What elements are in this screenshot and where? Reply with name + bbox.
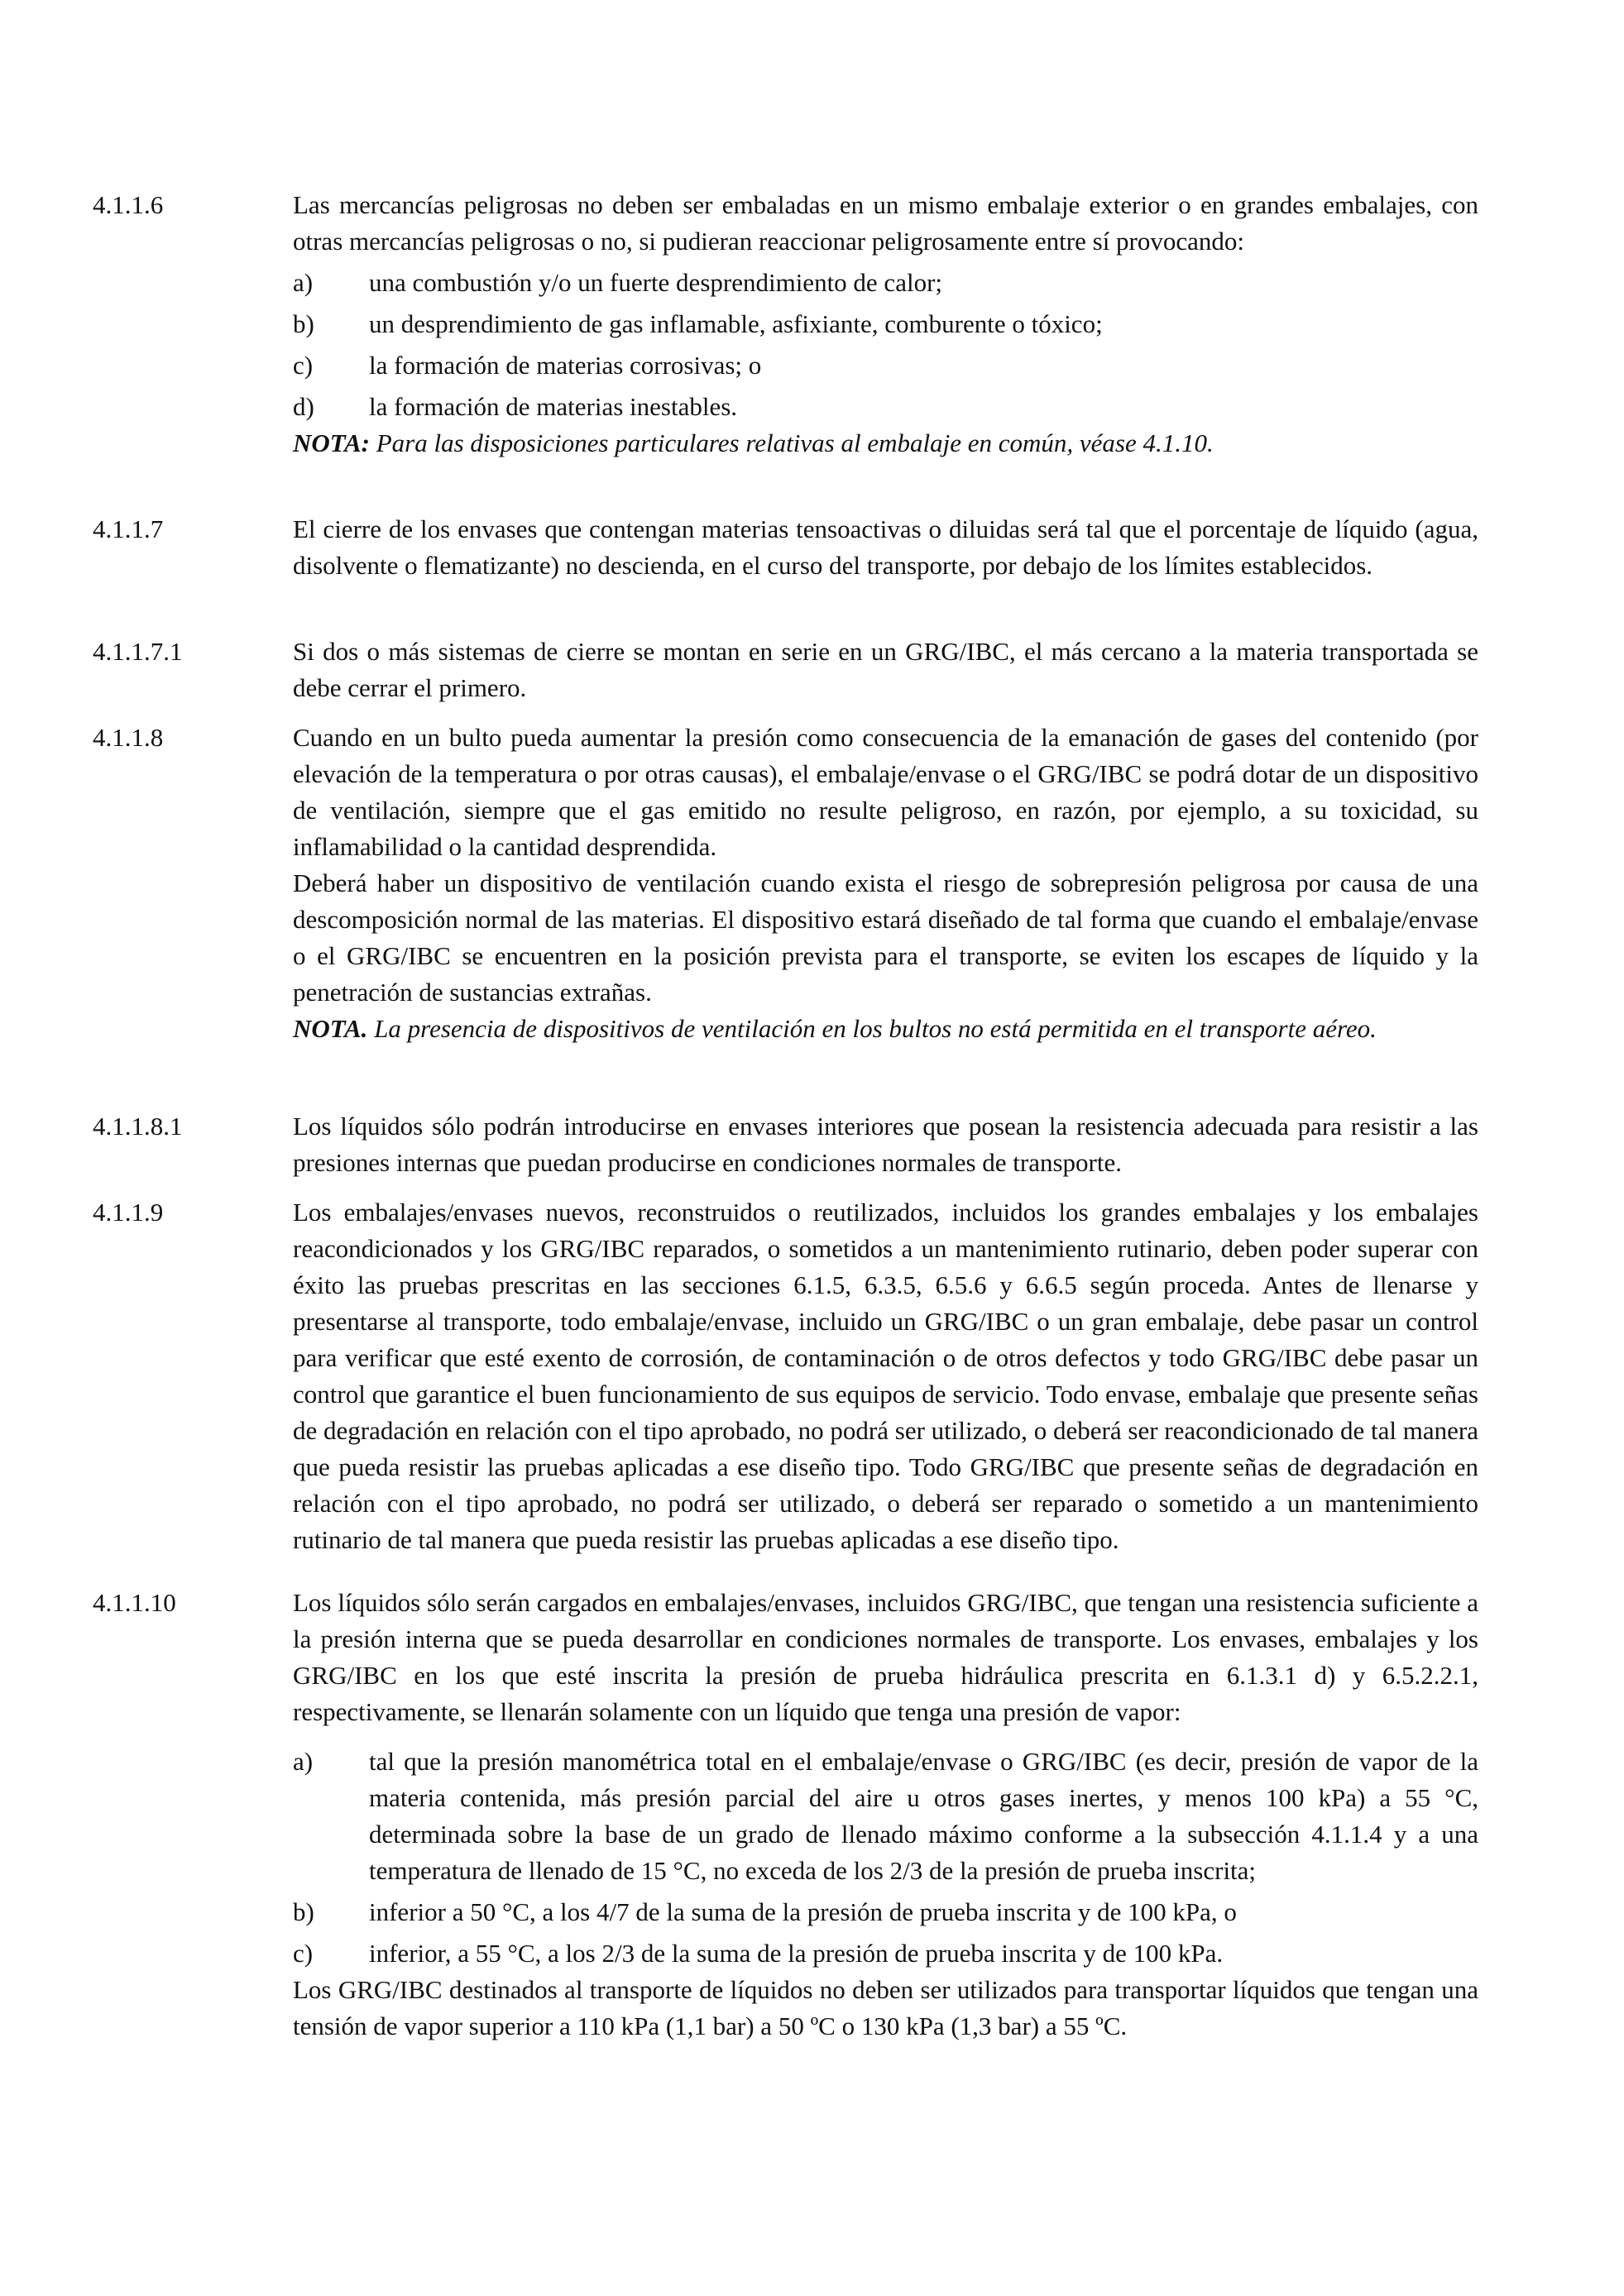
section-number: 4.1.1.9 <box>93 1198 164 1227</box>
list-item-label: c) <box>293 351 314 380</box>
list-item-text: inferior a 50 °C, a los 4/7 de la suma de la presión de prueba inscrita y de 100 kPa, o <box>369 1897 1237 1926</box>
section-4-1-1-7 <box>93 511 1478 584</box>
section-text: El cierre de los envases que contengan materias tensoactivas o diluidas será tal que el porcentaje de líquido (agua, disolvente o flematizante) no descienda, en el curso del transporte, por debajo de los límites establecidos. <box>293 514 1478 580</box>
list-item <box>293 1894 1478 1930</box>
list-item <box>293 306 1478 342</box>
section-body <box>293 634 1478 706</box>
list-item <box>293 347 1478 384</box>
list-item-text: la formación de materias corrosivas; o <box>369 351 762 380</box>
section-number: 4.1.1.7.1 <box>93 637 183 666</box>
section-body <box>293 1194 1478 1558</box>
list-item-text: inferior, a 55 °C, a los 2/3 de la suma de la presión de prueba inscrita y de 100 kPa. <box>369 1939 1224 1968</box>
note-label: NOTA: <box>293 428 370 457</box>
section-4-1-1-7-1 <box>93 634 1478 706</box>
section-body <box>293 1108 1478 1181</box>
section-text: Los embalajes/envases nuevos, reconstruidos o reutilizados, incluidos los grandes embalajes y los embalajes reacondicionados y los GRG/IBC reparados, o sometidos a un mantenimiento rutinario, deben poder superar con éxito las pruebas prescritas en las secciones 6.1.5, 6.3.5, 6.5.6 y 6.6.5 según proceda. Antes de llenarse y presentarse al transporte, todo embalaje/envase, incluido un GRG/IBC o un gran embalaje, debe pasar un control para verificar que esté exento de corrosión, de contaminación o de otros defectos y todo GRG/IBC debe pasar un control que garantice el buen funcionamiento de sus equipos de servicio. Todo envase, embalaje que presente señas de degradación en relación con el tipo aprobado, no podrá ser utilizado, o deberá ser reacondicionado de tal manera que pueda resistir las pruebas aplicadas a ese diseño tipo. Todo GRG/IBC que presente señas de degradación en relación con el tipo aprobado, no podrá ser utilizado, o deberá ser reparado o sometido a un mantenimiento rutinario de tal manera que pueda resistir las pruebas aplicadas a ese diseño tipo. <box>293 1198 1478 1554</box>
section-number: 4.1.1.8.1 <box>93 1112 183 1141</box>
section-4-1-1-10 <box>93 1585 1478 2045</box>
section-4-1-1-6 <box>93 187 1478 462</box>
section-4-1-1-8-1 <box>93 1108 1478 1181</box>
list-item-label: a) <box>293 268 314 297</box>
note-text: La presencia de dispositivos de ventilación en los bultos no está permitida en el transporte aéreo. <box>367 1014 1377 1043</box>
section-body <box>293 511 1478 584</box>
section-4-1-1-9 <box>93 1194 1478 1558</box>
note-label: NOTA. <box>293 1014 368 1043</box>
section-number: 4.1.1.8 <box>93 723 164 752</box>
list-item-text: un desprendimiento de gas inflamable, asfixiante, comburente o tóxico; <box>369 309 1103 338</box>
list-item <box>293 265 1478 301</box>
list-item-label: b) <box>293 309 314 338</box>
section-number: 4.1.1.10 <box>93 1588 176 1617</box>
list-item-label: b) <box>293 1897 314 1926</box>
list-item-text: una combustión y/o un fuerte desprendimiento de calor; <box>369 268 943 297</box>
list-item-text: tal que la presión manométrica total en el embalaje/envase o GRG/IBC (es decir, presión de vapor de la materia contenida, más presión parcial del aire u otros gases inertes, y menos 100 kPa) a 55 °C, determinada sobre la base de un grado de llenado máximo conforme a la subsección 4.1.1.4 y a una temperatura de llenado de 15 °C, no exceda de los 2/3 de la presión de prueba inscrita; <box>369 1747 1478 1885</box>
section-body <box>293 1585 1478 2045</box>
section-closing: Los GRG/IBC destinados al transporte de líquidos no deben ser utilizados para transportar líquidos que tengan una tensión de vapor superior a 110 kPa (1,1 bar) a 50 ºC o 130 kPa (1,3 bar) a 55 ºC. <box>293 1975 1478 2040</box>
note <box>293 1011 1478 1047</box>
section-intro: Los líquidos sólo serán cargados en embalajes/envases, incluidos GRG/IBC, que tengan una resistencia suficiente a la presión interna que se pueda desarrollar en condiciones normales de transporte. Los envases, embalajes y los GRG/IBC en los que esté inscrita la presión de prueba hidráulica prescrita en 6.1.3.1 d) y 6.5.2.2.1, respectivamente, se llenarán solamente con un líquido que tenga una presión de vapor: <box>293 1588 1478 1726</box>
section-intro: Las mercancías peligrosas no deben ser embaladas en un mismo embalaje exterior o en grandes embalajes, con otras mercancías peligrosas o no, si pudieran reaccionar peligrosamente entre sí provocando: <box>293 190 1478 256</box>
list-item <box>293 1935 1478 1972</box>
note-text: Para las disposiciones particulares relativas al embalaje en común, véase 4.1.10. <box>370 428 1214 457</box>
note <box>293 425 1478 462</box>
section-paragraph: Deberá haber un dispositivo de ventilación cuando exista el riesgo de sobrepresión peligrosa por causa de una descomposición normal de las materias. El dispositivo estará diseñado de tal forma que cuando el embalaje/envase o el GRG/IBC se encuentren en la posición prevista para el transporte, se eviten los escapes de líquido y la penetración de sustancias extrañas. <box>293 868 1478 1007</box>
section-body <box>293 187 1478 462</box>
list-item-label: a) <box>293 1747 314 1776</box>
list-item-label: d) <box>293 392 314 421</box>
section-body <box>293 720 1478 1047</box>
list-item <box>293 1744 1478 1889</box>
section-paragraph: Cuando en un bulto pueda aumentar la presión como consecuencia de la emanación de gases del contenido (por elevación de la temperatura o por otras causas), el embalaje/envase o el GRG/IBC se podrá dotar de un dispositivo de ventilación, siempre que el gas emitido no resulte peligroso, en razón, por ejemplo, a su toxicidad, su inflamabilidad o la cantidad desprendida. <box>293 723 1478 861</box>
section-text: Si dos o más sistemas de cierre se montan en serie en un GRG/IBC, el más cercano a la materia transportada se debe cerrar el primero. <box>293 637 1478 702</box>
list-item-text: la formación de materias inestables. <box>369 392 738 421</box>
list-item <box>293 389 1478 425</box>
list-item-label: c) <box>293 1939 314 1968</box>
section-text: Los líquidos sólo podrán introducirse en envases interiores que posean la resistencia adecuada para resistir a las presiones internas que puedan producirse en condiciones normales de transporte. <box>293 1112 1478 1177</box>
section-number: 4.1.1.7 <box>93 514 164 543</box>
section-number: 4.1.1.6 <box>93 190 164 219</box>
section-4-1-1-8 <box>93 720 1478 1047</box>
